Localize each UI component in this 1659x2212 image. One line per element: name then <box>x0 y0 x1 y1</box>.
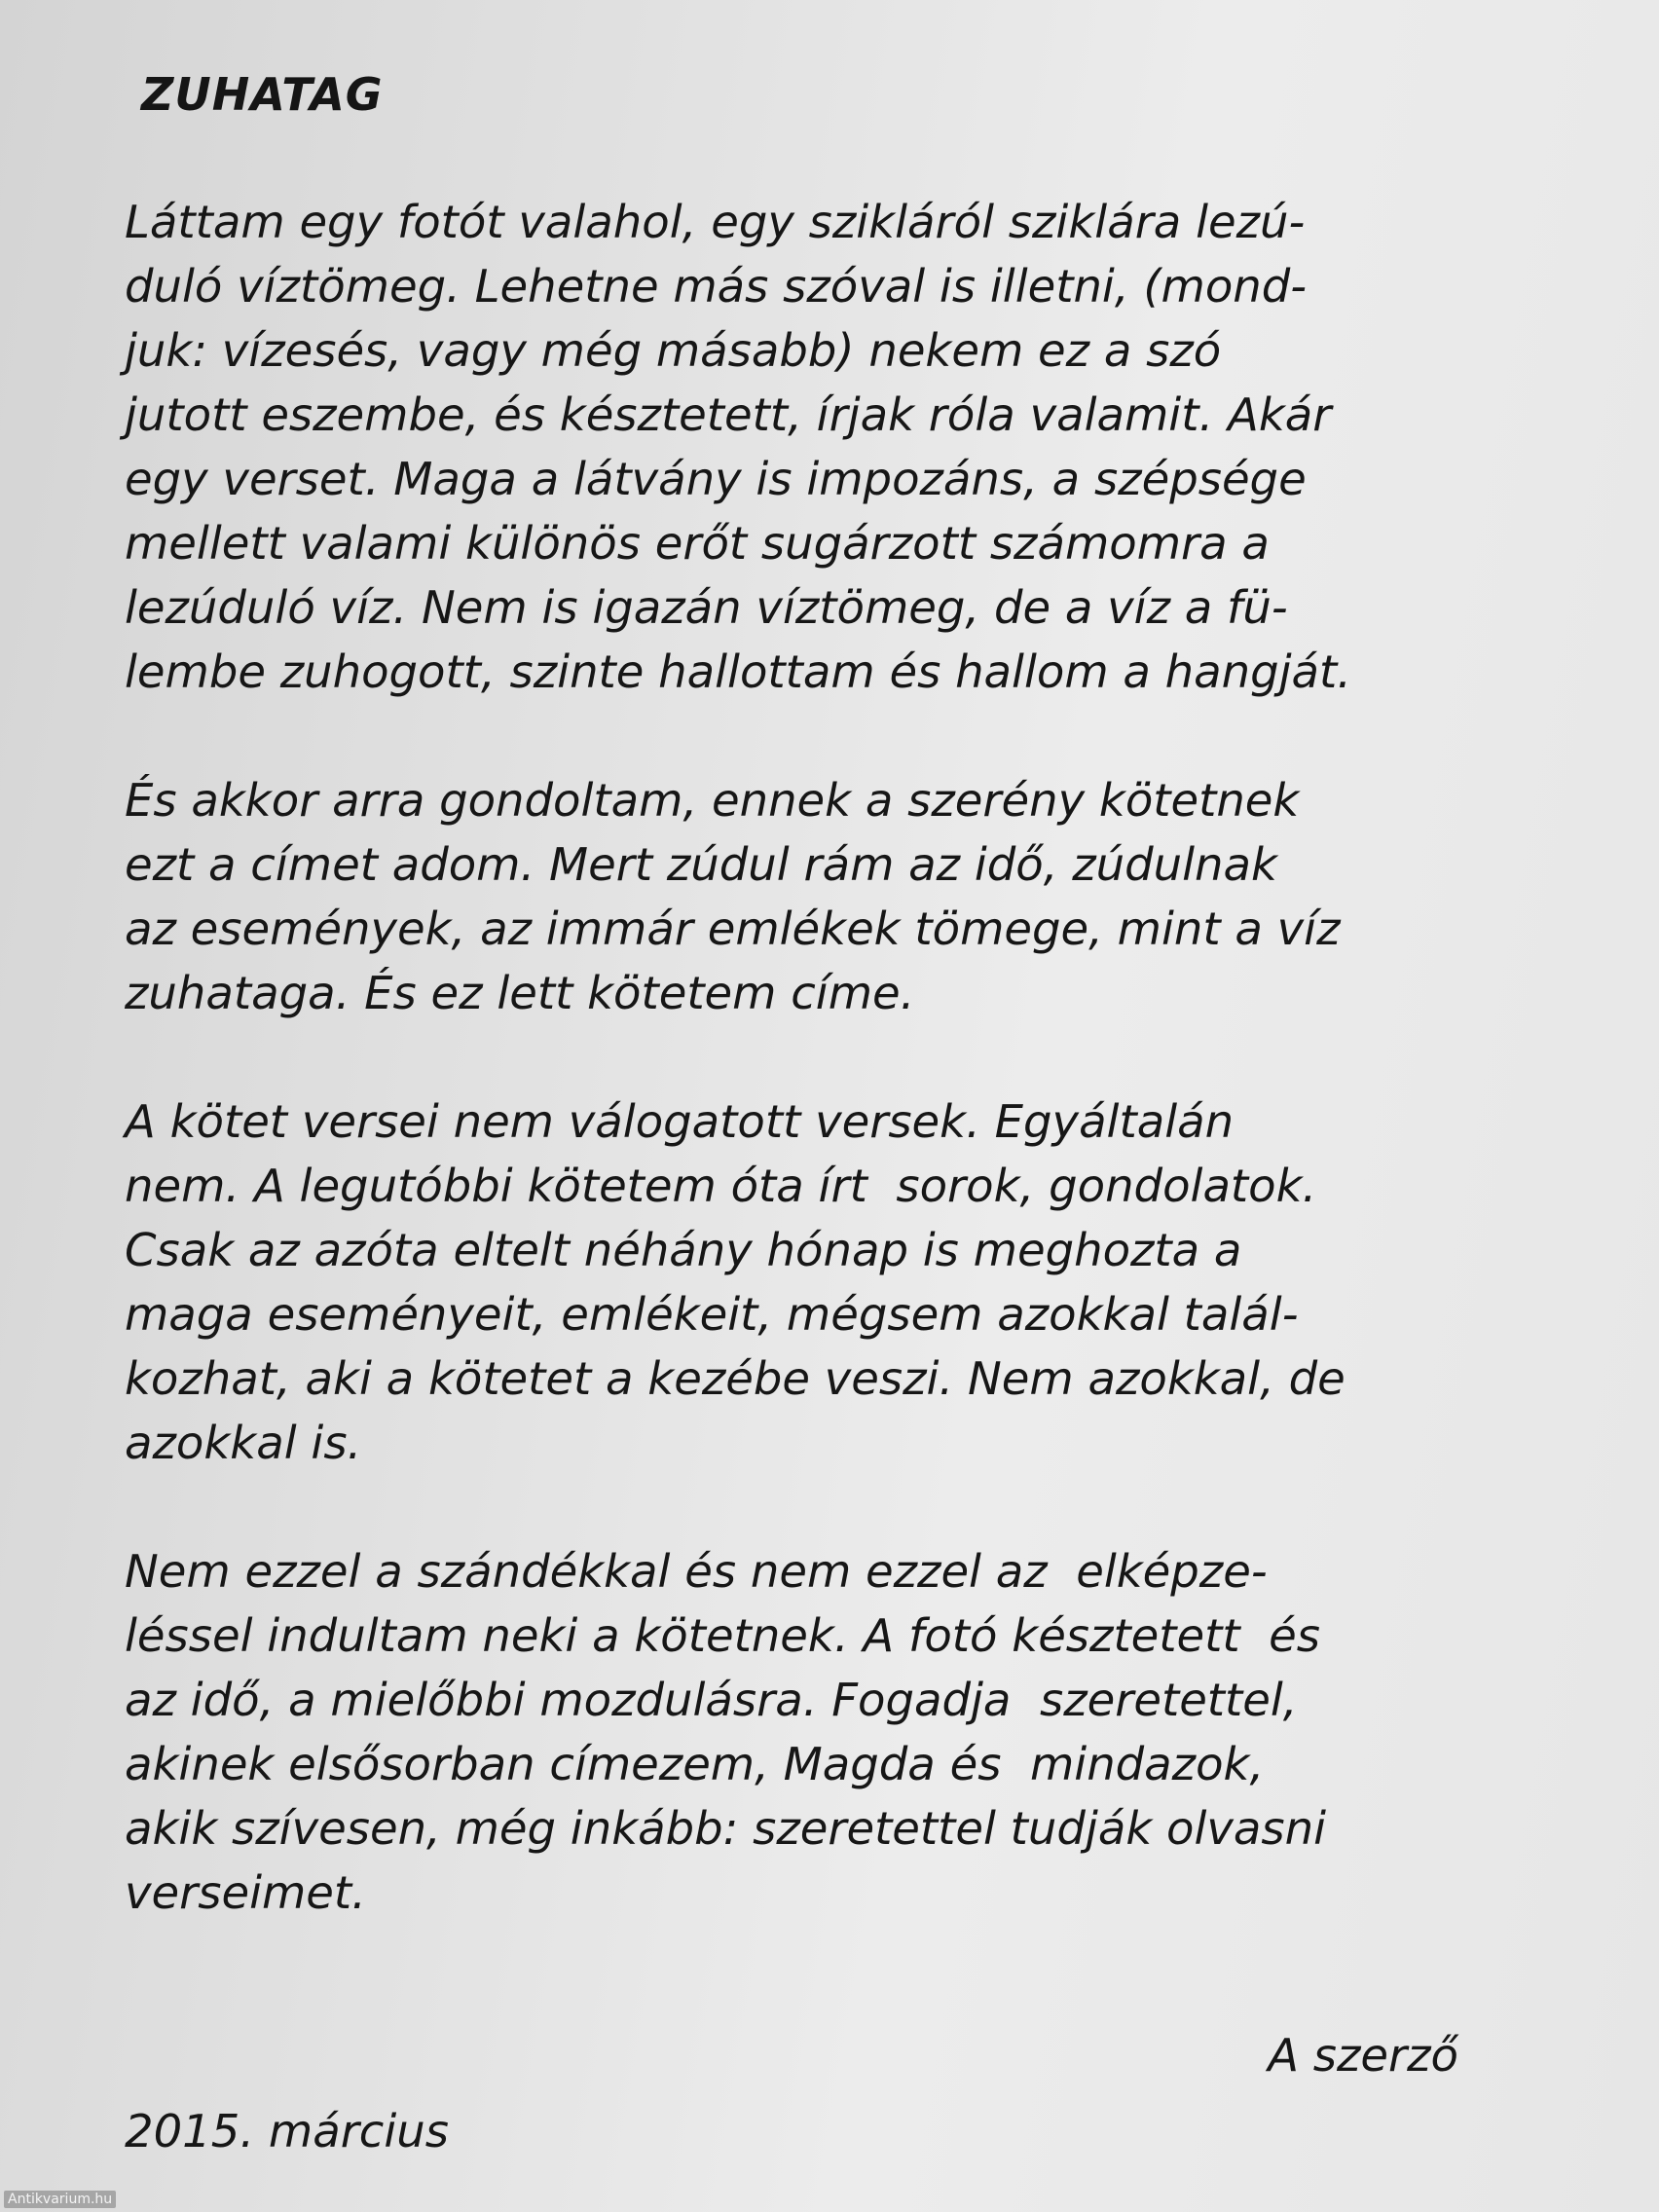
text-line: egy verset. Maga a látvány is impozáns, a szépsége <box>125 453 1307 505</box>
document-body <box>125 190 1488 1989</box>
watermark: Antikvarium.hu <box>4 2191 116 2208</box>
text-line: És akkor arra gondoltam, ennek a szerény kötetnek <box>125 774 1300 827</box>
text-line: Csak az azóta eltelt néhány hónap is meghozta a <box>125 1224 1242 1276</box>
text-line: verseimet. <box>125 1866 366 1919</box>
paragraph-4 <box>125 1539 1488 1925</box>
text-line: mellett valami különös erőt sugárzott számomra a <box>125 517 1270 570</box>
text-line: akinek elsősorban címezem, Magda és mindazok, <box>125 1738 1265 1790</box>
text-line: kozhat, aki a kötetet a kezébe veszi. Nem azokkal, de <box>125 1352 1346 1405</box>
text-line: az idő, a mielőbbi mozdulásra. Fogadja szeretettel, <box>125 1674 1298 1726</box>
document-date: 2015. március <box>125 2105 449 2157</box>
text-line: ezt a címet adom. Mert zúdul rám az idő, zúdulnak <box>125 838 1277 891</box>
text-line: maga eseményeit, emlékeit, mégsem azokkal talál- <box>125 1288 1299 1341</box>
text-line: nem. A legutóbbi kötetem óta írt sorok, gondolatok. <box>125 1160 1317 1212</box>
text-line: Láttam egy fotót valahol, egy szikláról sziklára lezú- <box>125 196 1306 248</box>
text-line: lembe zuhogott, szinte hallottam és hallom a hangját. <box>125 645 1352 698</box>
text-line: Nem ezzel a szándékkal és nem ezzel az elképze- <box>125 1545 1268 1598</box>
paragraph-1 <box>125 190 1488 704</box>
text-line: A kötet versei nem válogatott versek. Egyáltalán <box>125 1095 1235 1148</box>
paragraph-2 <box>125 768 1488 1025</box>
text-line: jutott eszembe, és késztetett, írjak róla valamit. Akár <box>125 388 1332 441</box>
text-line: azokkal is. <box>125 1417 362 1469</box>
document-title: ZUHATAG <box>141 68 384 121</box>
text-line: az események, az immár emlékek tömege, mint a víz <box>125 903 1341 955</box>
text-line: duló víztömeg. Lehetne más szóval is illetni, (mond- <box>125 260 1308 313</box>
text-line: léssel indultam neki a kötetnek. A fotó késztetett és <box>125 1609 1320 1662</box>
text-line: juk: vízesés, vagy még másabb) nekem ez a szó <box>125 324 1222 377</box>
paragraph-3 <box>125 1089 1488 1475</box>
author-signature: A szerző <box>1268 2029 1458 2082</box>
text-line: akik szívesen, még inkább: szeretettel tudják olvasni <box>125 1802 1327 1855</box>
text-line: zuhataga. És ez lett kötetem címe. <box>125 967 915 1019</box>
text-line: lezúduló víz. Nem is igazán víztömeg, de a víz a fü- <box>125 581 1288 634</box>
